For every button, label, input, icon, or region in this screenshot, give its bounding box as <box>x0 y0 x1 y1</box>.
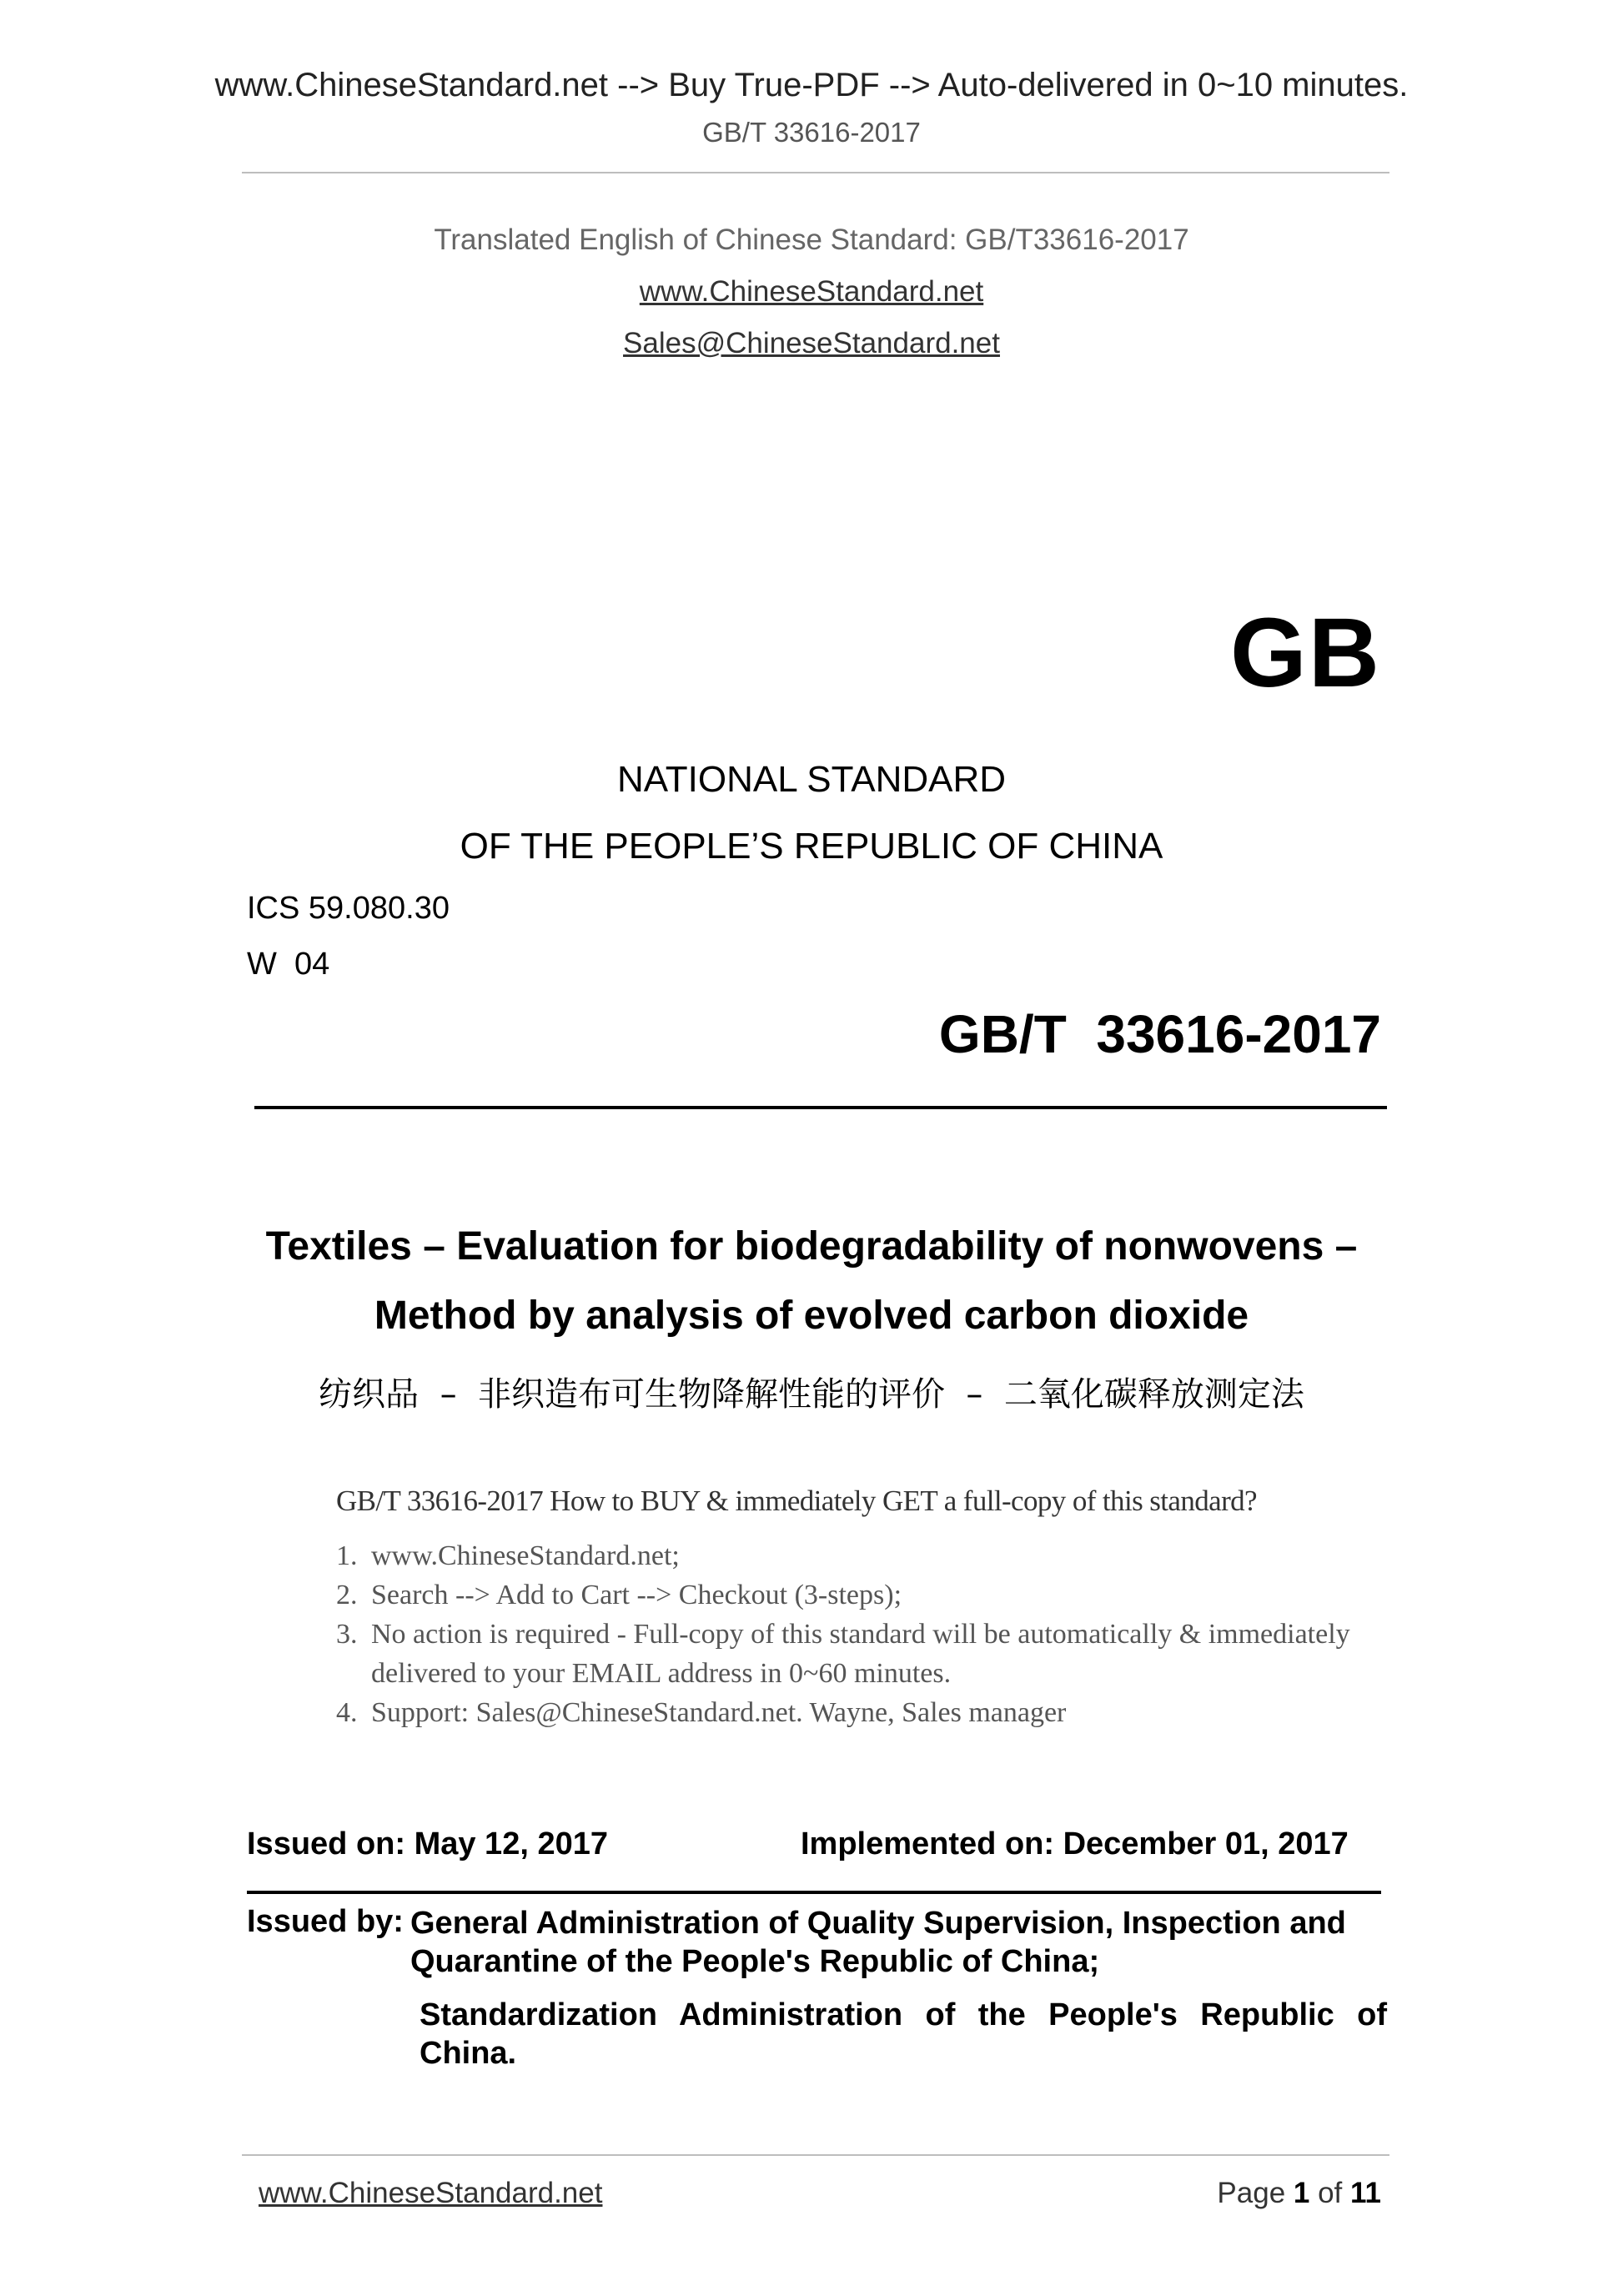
list-item <box>336 1575 1387 1615</box>
standard-divider <box>254 1106 1387 1109</box>
issuer-sac: Standardization Administration of the People's Republic of China. <box>420 1997 1387 2071</box>
buy-info-block <box>336 1485 1387 1732</box>
title-english-line2: Method by analysis of evolved carbon dioxide <box>374 1294 1249 1338</box>
page-current: 1 <box>1293 2177 1310 2209</box>
list-item-number: 3. <box>336 1619 358 1650</box>
buy-info-heading: GB/T 33616-2017 How to BUY & immediately GET a full-copy of this standard? <box>336 1485 1257 1517</box>
list-item-text: www.ChineseStandard.net; <box>371 1540 680 1571</box>
list-item <box>336 1536 1387 1575</box>
national-standard-line2: OF THE PEOPLE’S REPUBLIC OF CHINA <box>460 826 1163 867</box>
header-banner: www.ChineseStandard.net --> Buy True-PDF --> Auto-delivered in 0~10 minutes. <box>214 67 1409 103</box>
issued-on-date: Issued on: May 12, 2017 <box>247 1826 608 1861</box>
list-item <box>336 1693 1387 1732</box>
list-item <box>336 1615 1387 1693</box>
list-item-text: Search --> Add to Cart --> Checkout (3-steps); <box>371 1580 902 1610</box>
list-item-number: 4. <box>336 1697 358 1728</box>
page-prefix: Page <box>1217 2177 1294 2209</box>
list-item-text: Support: Sales@ChineseStandard.net. Wayne, Sales manager <box>371 1697 1067 1728</box>
title-chinese: 纺织品 – 非织造布可生物降解性能的评价 – 二氧化碳释放测定法 <box>319 1375 1304 1414</box>
header-divider <box>242 172 1389 173</box>
title-english-line1: Textiles – Evaluation for biodegradability of nonwovens – <box>265 1224 1358 1269</box>
issued-by-label: Issued by: <box>247 1904 404 1939</box>
buy-info-list <box>336 1536 1387 1732</box>
translated-note: Translated English of Chinese Standard: GB/T33616-2017 <box>434 224 1189 256</box>
gb-mark: GB <box>1230 598 1381 708</box>
website-link[interactable]: www.ChineseStandard.net <box>639 275 984 308</box>
header-doc-code: GB/T 33616-2017 <box>702 117 921 148</box>
footer-divider <box>242 2154 1389 2156</box>
email-link[interactable]: Sales@ChineseStandard.net <box>623 327 1000 359</box>
page-total: 11 <box>1350 2177 1381 2209</box>
national-standard-line1: NATIONAL STANDARD <box>616 759 1007 800</box>
list-item-text: No action is required - Full-copy of this standard will be automatically & immediately delivered to your EMAIL address in 0~60 minutes. <box>371 1619 1350 1689</box>
issue-divider <box>247 1891 1381 1894</box>
footer-website-link[interactable]: www.ChineseStandard.net <box>259 2177 603 2209</box>
ics-code: ICS 59.080.30 <box>247 891 450 926</box>
standard-number: GB/T 33616-2017 <box>938 1004 1381 1064</box>
list-item-number: 1. <box>336 1540 358 1571</box>
page-indicator <box>1217 2177 1381 2210</box>
issuer-aqsiq: General Administration of Quality Supervision, Inspection and Quarantine of the People's Republic of China; <box>410 1906 1346 1979</box>
website-link-row <box>0 275 1623 309</box>
page-of: of <box>1309 2177 1350 2209</box>
implemented-on-date: Implemented on: December 01, 2017 <box>801 1826 1349 1861</box>
email-link-row <box>0 327 1623 360</box>
list-item-number: 2. <box>336 1580 358 1610</box>
ccs-code: W 04 <box>247 947 330 982</box>
